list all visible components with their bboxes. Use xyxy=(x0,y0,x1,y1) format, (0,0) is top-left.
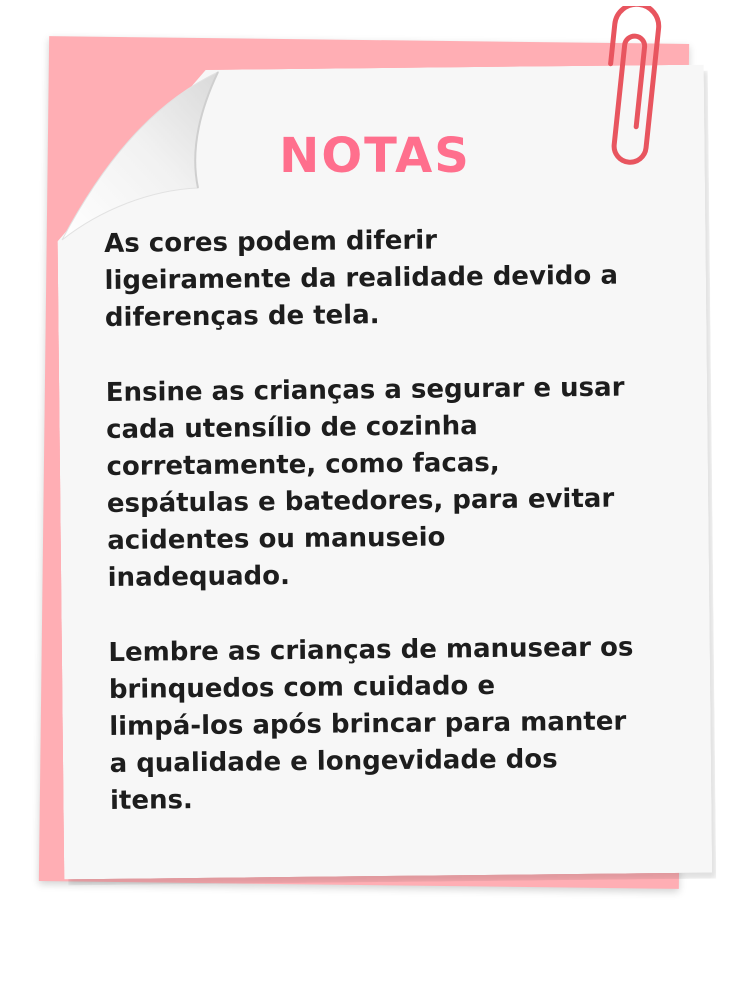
page-title: NOTAS xyxy=(279,128,471,184)
note-kitchen-utensils: Ensine as crianças a segurar e usar cada utensílio de cozinha corretamente, como facas, espátulas e batedores, para evitar acidentes ou manuseio inadequado. xyxy=(105,372,625,593)
notes-list xyxy=(104,220,701,858)
note-toy-care: Lembre as crianças de manusear os brinquedos com cuidado e limpá-los após brincar para manter a qualidade e longevidade dos itens. xyxy=(108,632,634,816)
note-color-difference: As cores podem diferir ligeiramente da realidade devido a diferenças de tela. xyxy=(104,225,619,333)
